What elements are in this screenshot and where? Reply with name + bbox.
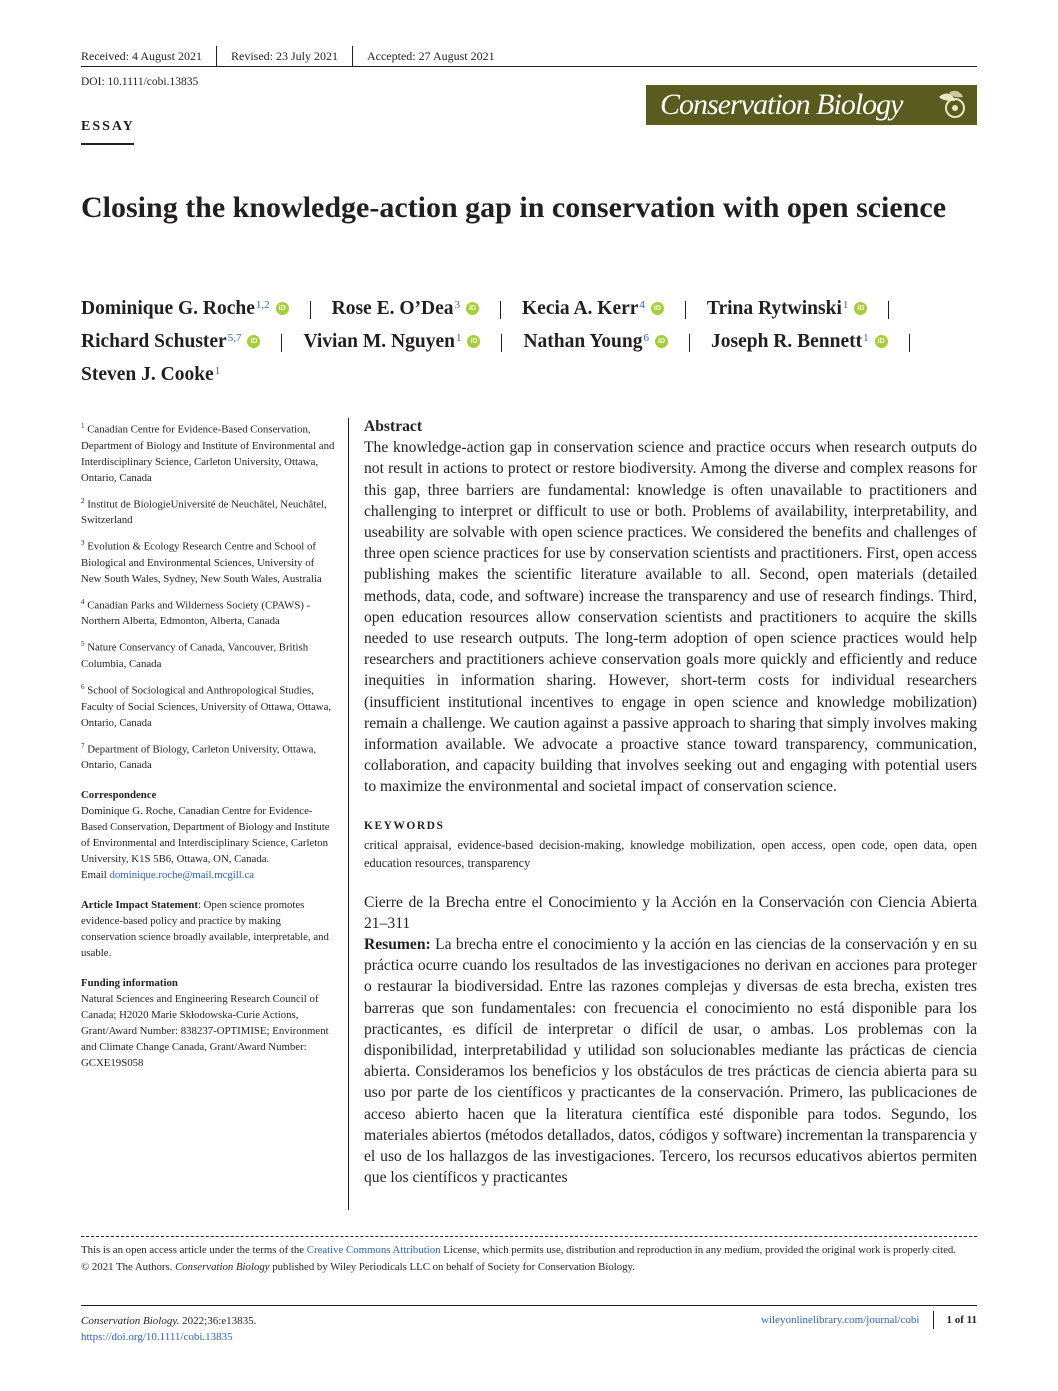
impact-heading: Article Impact Statement: [81, 899, 198, 912]
author-list: [81, 293, 981, 392]
footer-rule: [81, 1305, 977, 1306]
affiliation: $^2$ Institut de BiologieUniversité de Neuchâtel, Neuchâtel, Switzerland: [81, 496, 327, 527]
keywords-text: critical appraisal, evidence-based decision-making, knowledge mobilization, open access, open code, open data, open education resources, transparency: [364, 837, 977, 870]
spanish-text: La brecha entre el conocimiento y la acción en las ciencias de la conservación y en su práctica ocurre cuando los resultados de las investigaciones no derivan en acciones para proteger o restaurar la biodiversidad. Entre las razones complejas y diversas de esta brecha, existen tres barreras que son fundamentales: con frecuencia el conocimiento no está disponible para los practicantes, es difícil de interpretar o difícil de usar, o ambas. Los problemas con la disponibilidad, interpretabilidad y utilidad son solucionables mediante las prácticas de ciencia abierta. Consideramos los beneficios y los obstáculos de tres prácticas de ciencia abierta para su uso por parte de los científicos y practicantes de la conservación. Primero, las publicaciones de acceso abierto hacen que la literatura científica esté disponible para todos. Segundo, los materiales abiertos (métodos detallados, datos, códigos y software) incrementan la transparencia y el uso de los hallazgos de las investigaciones. Tercero, los recursos educativos abiertos permiten que los científicos y practicantes: [364, 936, 978, 1187]
author[interactable]: Dominique G. Roche $^{1,2}$: [81, 297, 270, 319]
journal-logo[interactable]: [646, 85, 977, 125]
column-divider: [348, 418, 349, 1210]
orcid-icon[interactable]: iD: [875, 335, 888, 348]
author-row: [81, 359, 981, 392]
sidebar: [81, 418, 336, 1071]
keywords-heading: KEYWORDS: [364, 819, 445, 832]
author[interactable]: Nathan Young $^6$: [523, 330, 649, 352]
orcid-icon[interactable]: iD: [854, 302, 867, 315]
orcid-icon[interactable]: iD: [466, 302, 479, 315]
cc-license-link[interactable]: Creative Commons Attribution: [306, 1244, 441, 1256]
license-divider: [81, 1236, 977, 1237]
section-label: ESSAY: [81, 119, 135, 134]
impact-text: : Open science promotes evidence-based policy and practice by making conservation science broadly available, interpretable, and usable.: [81, 899, 329, 960]
email-link[interactable]: dominique.roche@mail.mcgill.ca: [109, 869, 255, 882]
affiliation: $^3$ Evolution & Ecology Research Centre and School of Biological and Environmental Sciences, University of New South Wales, Sydney, New South Wales, Australia: [81, 539, 322, 585]
separator: [888, 301, 889, 319]
abstract-text: The knowledge-action gap in conservation science and practice occurs when research outputs do not result in actions to protect or restore biodiversity. Among the diverse and complex reasons for this gap, three barriers are fundamental: knowledge is often unavailable to practitioners and challenging to interpret or difficult to use or both. Problems of availability, interpretability, and useability are solvable with open science practices. We considered the benefits and challenges of three open science practices for use by conservation scientists and practitioners. First, open access publishing makes the scientific literature available to all. Second, open materials (detailed methods, data, code, and software) increase the transparency and use of research findings. Third, open education resources allow conservation scientists and practitioners to acquire the skills needed to use research outputs. The long-term adoption of open science practices would help researchers and practitioners achieve conservation goals more quickly and efficiently and reduce inequities in information sharing. However, short-term costs for individual researchers (insufficient institutional incentives to engage in open science and knowledge mobilization) remain a challenge. We caution against a passive approach to sharing that simply involves making information available. We advocate a proactive stance toward transparency, communication, collaboration, and capacity building that involves seeking out and engaging with potential users to maximize the environmental and societal impact of conservation science.: [364, 439, 977, 796]
article-title: Closing the knowledge-action gap in conservation with open science: [81, 191, 947, 224]
main-column: [364, 416, 977, 1189]
spanish-title: Cierre de la Brecha entre el Conocimiento y la Acción en la Conservación con Ciencia Abierta 21–311: [364, 893, 977, 932]
accepted-date: Accepted: 27 August 2021: [352, 46, 509, 66]
separator: [685, 301, 686, 319]
history-dates: [81, 46, 509, 66]
author[interactable]: Rose E. O’Dea $^3$: [331, 297, 460, 319]
separator: [281, 334, 282, 352]
orcid-icon[interactable]: iD: [247, 335, 260, 348]
doi-link[interactable]: https://doi.org/10.1111/cobi.13835: [81, 1331, 233, 1343]
author[interactable]: Joseph R. Bennett $^1$: [711, 330, 869, 352]
affiliation: $^7$ Department of Biology, Carleton University, Ottawa, Ontario, Canada: [81, 741, 317, 772]
affiliation: $^4$ Canadian Parks and Wilderness Society (CPAWS) - Northern Alberta, Edmonton, Alberta, Canada: [81, 597, 311, 628]
author[interactable]: Steven J. Cooke $^1$: [81, 363, 221, 385]
affiliation: $^5$ Nature Conservancy of Canada, Vancouver, British Columbia, Canada: [81, 640, 309, 670]
spanish-abstract: [364, 934, 977, 1188]
revised-date: Revised: 23 July 2021: [216, 46, 352, 66]
author-row: [81, 293, 981, 326]
correspondence-email: Email dominique.roche@mail.mcgill.ca: [81, 869, 255, 882]
orcid-icon[interactable]: iD: [655, 335, 668, 348]
separator: [909, 334, 910, 352]
orcid-icon[interactable]: iD: [467, 335, 480, 348]
author[interactable]: Richard Schuster $^{5,7}$: [81, 330, 242, 352]
separator: [689, 334, 690, 352]
separator: [500, 301, 501, 319]
orcid-icon[interactable]: iD: [651, 302, 664, 315]
affiliation: $^1$ Canadian Centre for Evidence-Based Conservation, Department of Biology and Institute of Environmental and Interdisciplinary Science, Carleton University, Ottawa, Ontario, Canada: [81, 422, 335, 484]
separator: [501, 334, 502, 352]
spanish-lead: Resumen:: [364, 936, 431, 954]
leaf-emblem-icon: [935, 89, 969, 121]
correspondence-heading: Correspondence: [81, 789, 157, 802]
correspondence: [81, 787, 336, 883]
orcid-icon[interactable]: iD: [276, 302, 289, 315]
footer-right: [761, 1311, 977, 1329]
page-number: 1 of 11: [933, 1311, 977, 1329]
author[interactable]: Trina Rytwinski $^1$: [706, 297, 849, 319]
header-rule: [81, 66, 977, 67]
citation: Conservation Biology. 2022;36:e13835. https://doi.org/10.1111/cobi.13835: [81, 1315, 257, 1343]
author[interactable]: Kecia A. Kerr $^4$: [522, 297, 645, 319]
journal-logo-text: Conservation Biology: [660, 88, 903, 121]
section-rule: [81, 143, 134, 145]
license-notice: This is an open access article under the terms of the Creative Commons Attribution License, which permits use, distribution and reproduction in any medium, provided the original work is properly cited. © 2021 The Authors. Conservation Biology published by Wiley Periodicals LLC on behalf of Society for Conservation Biology.: [81, 1244, 956, 1273]
funding-heading: Funding information: [81, 977, 178, 990]
abstract-heading: Abstract: [364, 418, 423, 435]
correspondence-text: Dominique G. Roche, Canadian Centre for Evidence-Based Conservation, Department of Biology and Institute of Environmental and Interdisciplinary Science, Carleton University, K1S 5B6, Ottawa, ON, Canada.: [81, 805, 330, 866]
author[interactable]: Vivian M. Nguyen $^1$: [303, 330, 462, 352]
doi: DOI: 10.1111/cobi.13835: [81, 76, 199, 88]
impact-statement: [81, 897, 336, 961]
affiliation: $^6$ School of Sociological and Anthropological Studies, Faculty of Social Sciences, University of Ottawa, Ottawa, Ontario, Canada: [81, 682, 332, 729]
journal-site-link[interactable]: wileyonlinelibrary.com/journal/cobi: [761, 1314, 920, 1326]
journal-name: Conservation Biology.: [81, 1315, 180, 1327]
received-date: Received: 4 August 2021: [81, 49, 202, 63]
funding-text: Natural Sciences and Engineering Research Council of Canada; H2020 Marie Skłodowska-Curie Actions, Grant/Award Number: 838237-OPTIMISE; Environment and Climate Change Canada, Grant/Award Number: GCXE19S058: [81, 993, 329, 1070]
funding: [81, 975, 336, 1071]
separator: [310, 301, 311, 319]
